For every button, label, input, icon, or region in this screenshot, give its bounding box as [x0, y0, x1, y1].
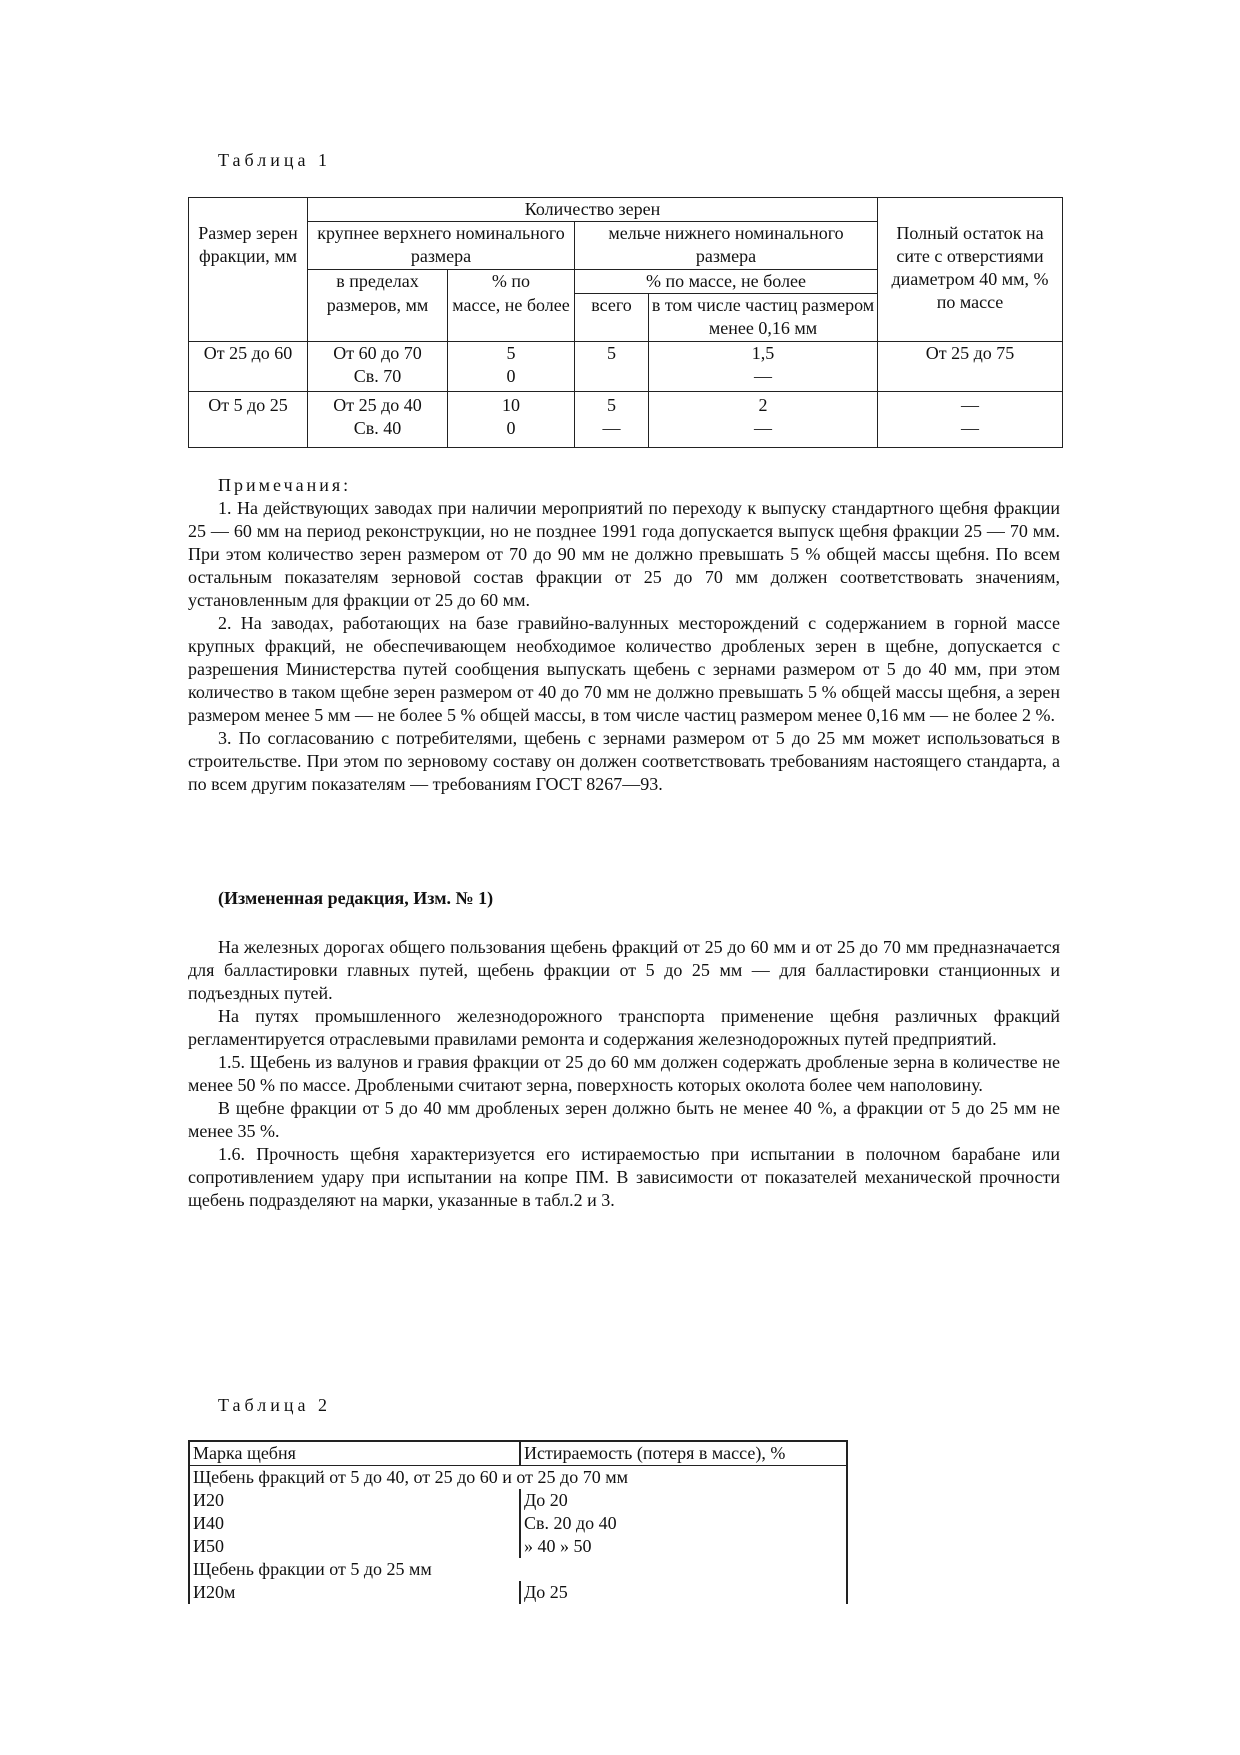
header-incl: в том числе частиц размером менее 0,16 мм	[649, 294, 878, 342]
header-total: всего	[575, 294, 649, 342]
grain-composition-table	[188, 197, 1063, 448]
cell-size: От 5 до 25	[208, 395, 288, 415]
cell: —	[754, 366, 772, 386]
paragraph: На железных дорогах общего пользования щебень фракций от 25 до 60 мм и от 25 до 70 мм предназначается для балластировки главных путей, щебень фракции от 5 до 25 мм — для балластировки станционных и подъездных путей.	[188, 937, 1060, 1003]
header-residue: Полный остаток на сите с отверстиями диаметром 40 мм, % по массе	[878, 198, 1063, 342]
table-header	[188, 1440, 848, 1466]
table-row	[189, 392, 1063, 448]
cell: Св. 20 до 40	[519, 1512, 848, 1535]
header-pct: % по	[448, 270, 575, 294]
paragraph: В щебне фракции от 5 до 40 мм дробленых зерен должно быть не менее 40 %, а фракции от 5 до 25 мм не менее 35 %.	[188, 1098, 1060, 1141]
cell: 5	[506, 343, 516, 363]
notes	[188, 474, 1060, 796]
cell: —	[754, 418, 772, 438]
group-label: Щебень фракции от 5 до 25 мм	[188, 1558, 848, 1581]
cell: И20м	[188, 1581, 519, 1604]
cell-size: От 25 до 60	[203, 343, 293, 363]
cell: —	[961, 418, 979, 438]
cell: От 25 до 40	[333, 395, 422, 415]
cell: И40	[188, 1512, 519, 1535]
cell: 0	[506, 366, 516, 386]
body-text	[188, 936, 1060, 1212]
table-row	[188, 1535, 848, 1558]
paragraph: 1.5. Щебень из валунов и гравия фракции от 25 до 60 мм должен содержать дробленые зерна в количестве не менее 50 % по массе. Дроблеными считают зерна, поверхность которых околота более чем наполовину.	[188, 1052, 1060, 1095]
table-row	[189, 342, 1063, 392]
cell: » 40 » 50	[519, 1535, 848, 1558]
header-size: Размер зерен фракции, мм	[189, 198, 308, 342]
header-abrasion: Истираемость (потеря в массе), %	[519, 1442, 848, 1465]
table-row	[188, 1581, 848, 1604]
abrasion-table	[188, 1440, 848, 1604]
cell: —	[961, 395, 979, 415]
cell: До 25	[519, 1581, 848, 1604]
header-within-2: размеров, мм	[308, 294, 448, 342]
cell: От 60 до 70	[333, 343, 422, 363]
header-within: в пределах	[308, 270, 448, 294]
revision-note: (Измененная редакция, Изм. № 1)	[218, 888, 494, 908]
paragraph: На путях промышленного железнодорожного транспорта применение щебня различных фракций регламентируется отраслевыми правилами ремонта и содержания железнодорожных путей предприятий.	[188, 1006, 1060, 1049]
cell: 0	[506, 418, 516, 438]
notes-title: Примечания:	[218, 475, 352, 495]
cell: И50	[188, 1535, 519, 1558]
cell: Св. 70	[353, 366, 402, 386]
cell: 2	[758, 395, 768, 415]
note-item: 2. На заводах, работающих на базе гравийно-валунных месторождений с содержанием в горной массе крупных фракций, не обеспечивающем необходимое количество дробленых зерен в щебне, допускается с разрешения Министерства путей сообщения выпускать щебень с зернами размером от 5 до 40 мм, при этом количество в таком щебне зерен размером от 40 до 70 мм не должно превышать 5 % общей массы щебня, а зерен размером менее 5 мм — не более 5 % общей массы, в том числе частиц размером менее 0,16 мм — не более 2 %.	[188, 613, 1060, 725]
group-label: Щебень фракций от 5 до 40, от 25 до 60 и от 25 до 70 мм	[188, 1466, 848, 1489]
cell: И20	[188, 1489, 519, 1512]
table-row	[188, 1512, 848, 1535]
header-coarser: крупнее верхнего номинального размера	[308, 222, 575, 270]
cell: До 20	[519, 1489, 848, 1512]
cell: От 25 до 75	[925, 343, 1015, 363]
table1-caption: Таблица 1	[218, 150, 331, 170]
cell: —	[602, 418, 621, 438]
header-finer: мельче нижнего номинального размера	[575, 222, 878, 270]
paragraph: 1.6. Прочность щебня характеризуется его истираемостью при испытании в полочном барабане или сопротивлением удару при испытании на копре ПМ. В зависимости от показателей механической прочности щебень подразделяют на марки, указанные в табл.2 и 3.	[188, 1144, 1060, 1210]
table2-caption: Таблица 2	[218, 1395, 331, 1415]
table-row	[188, 1489, 848, 1512]
header-grade: Марка щебня	[188, 1442, 519, 1465]
cell: 10	[502, 395, 520, 415]
cell: 1,5	[751, 343, 775, 363]
cell: 5	[607, 395, 616, 415]
note-item: 3. По согласованию с потребителями, щебень с зернами размером от 5 до 25 мм может использоваться в строительстве. При этом по зерновому составу он должен соответствовать требованиям настоящего стандарта, а по всем другим показателям — требованиям ГОСТ 8267—93.	[188, 728, 1060, 794]
header-pct-2: массе, не более	[448, 294, 575, 342]
header-quantity: Количество зерен	[308, 198, 878, 222]
header-pct-mass: % по массе, не более	[575, 270, 878, 294]
note-item: 1. На действующих заводах при наличии мероприятий по переходу к выпуску стандартного щебня фракции 25 — 60 мм на период реконструкции, но не позднее 1991 года допускается выпуск щебня фракции 25 — 70 мм. При этом количество зерен размером от 70 до 90 мм не должно превышать 5 % общей массы щебня. По всем остальным показателям зерновой состав фракции от 25 до 70 мм должен соответствовать значениям, установленным для фракции от 25 до 60 мм.	[188, 498, 1060, 610]
cell: 5	[607, 343, 616, 363]
cell: Св. 40	[353, 418, 402, 438]
